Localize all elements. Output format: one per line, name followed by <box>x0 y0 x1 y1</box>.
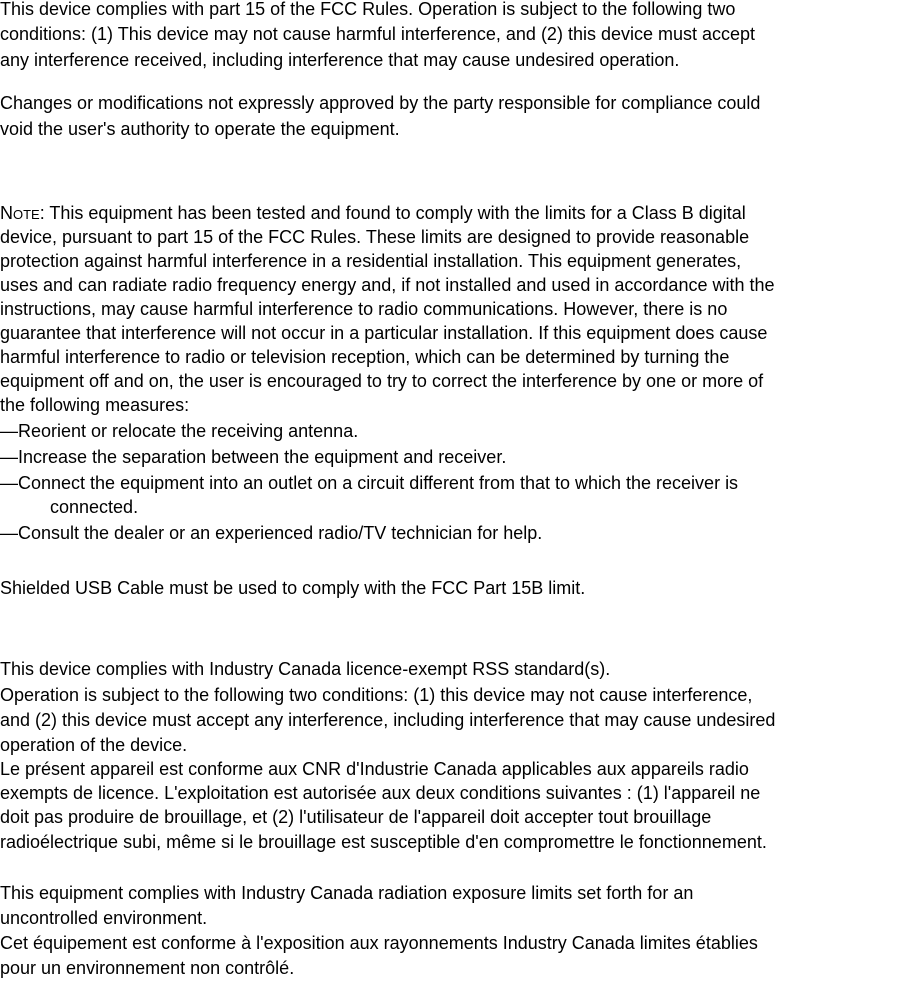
note-label-initial: N <box>0 203 13 223</box>
ic-line-6-fr: exempts de licence. L'exploitation est autorisée aux deux conditions suivantes : (1) l'appareil ne <box>0 783 761 803</box>
fcc-compliance-line-3: any interference received, including interference that may cause undesired operation. <box>0 50 680 70</box>
note-line-5: instructions, may cause harmful interference to radio communications. However, there is no <box>0 299 728 319</box>
usb-cable-statement: Shielded USB Cable must be used to comply with the FCC Part 15B limit. <box>0 578 586 598</box>
note-line-1 <box>0 202 746 226</box>
note-line-4: uses and can radiate radio frequency energy and, if not installed and used in accordance with the <box>0 275 775 295</box>
measure-item-2: —Increase the separation between the equipment and receiver. <box>0 447 507 467</box>
ic-line-3: and (2) this device must accept any interference, including interference that may cause undesired <box>0 710 776 730</box>
ic-line-1: This device complies with Industry Canada licence-exempt RSS standard(s). <box>0 659 611 679</box>
note-line-8: equipment off and on, the user is encouraged to try to correct the interference by one or more of <box>0 371 764 391</box>
ic-line-2: Operation is subject to the following two conditions: (1) this device may not cause interference, <box>0 685 753 705</box>
ic-line-8-fr: radioélectrique subi, même si le brouillage est susceptible d'en compromettre le fonctionnement. <box>0 832 767 852</box>
ic-line-5-fr: Le présent appareil est conforme aux CNR d'Industrie Canada applicables aux appareils radio <box>0 759 749 779</box>
note-line-6: guarantee that interference will not occur in a particular installation. If this equipment does cause <box>0 323 768 343</box>
note-line-2: device, pursuant to part 15 of the FCC Rules. These limits are designed to provide reasonable <box>0 227 750 247</box>
measure-item-3: —Connect the equipment into an outlet on a circuit different from that to which the receiver is <box>0 473 739 493</box>
note-line-3: protection against harmful interference in a residential installation. This equipment generates, <box>0 251 742 271</box>
changes-warning-line-2: void the user's authority to operate the equipment. <box>0 119 400 139</box>
measure-item-4: —Consult the dealer or an experienced radio/TV technician for help. <box>0 523 543 543</box>
note-label-rest: OTE <box>13 207 40 222</box>
note-first-line-text: : This equipment has been tested and found to comply with the limits for a Class B digital <box>39 203 746 223</box>
fcc-compliance-line-2: conditions: (1) This device may not cause harmful interference, and (2) this device must accept <box>0 24 756 44</box>
ic-line-4: operation of the device. <box>0 735 188 755</box>
measure-item-3-continuation: connected. <box>50 497 139 517</box>
note-line-7: harmful interference to radio or television reception, which can be determined by turning the <box>0 347 730 367</box>
note-line-9: the following measures: <box>0 395 190 415</box>
measure-item-1: —Reorient or relocate the receiving antenna. <box>0 421 359 441</box>
changes-warning-line-1: Changes or modifications not expressly approved by the party responsible for compliance could <box>0 93 761 113</box>
fcc-compliance-line-1: This device complies with part 15 of the FCC Rules. Operation is subject to the following two <box>0 0 736 19</box>
radiation-line-1: This equipment complies with Industry Canada radiation exposure limits set forth for an <box>0 883 694 903</box>
radiation-line-3-fr: Cet équipement est conforme à l'exposition aux rayonnements Industry Canada limites établies <box>0 933 758 953</box>
radiation-line-4-fr: pour un environnement non contrôlé. <box>0 958 295 978</box>
radiation-line-2: uncontrolled environment. <box>0 908 208 928</box>
ic-line-7-fr: doit pas produire de brouillage, et (2) l'utilisateur de l'appareil doit accepter tout brouillage <box>0 807 712 827</box>
